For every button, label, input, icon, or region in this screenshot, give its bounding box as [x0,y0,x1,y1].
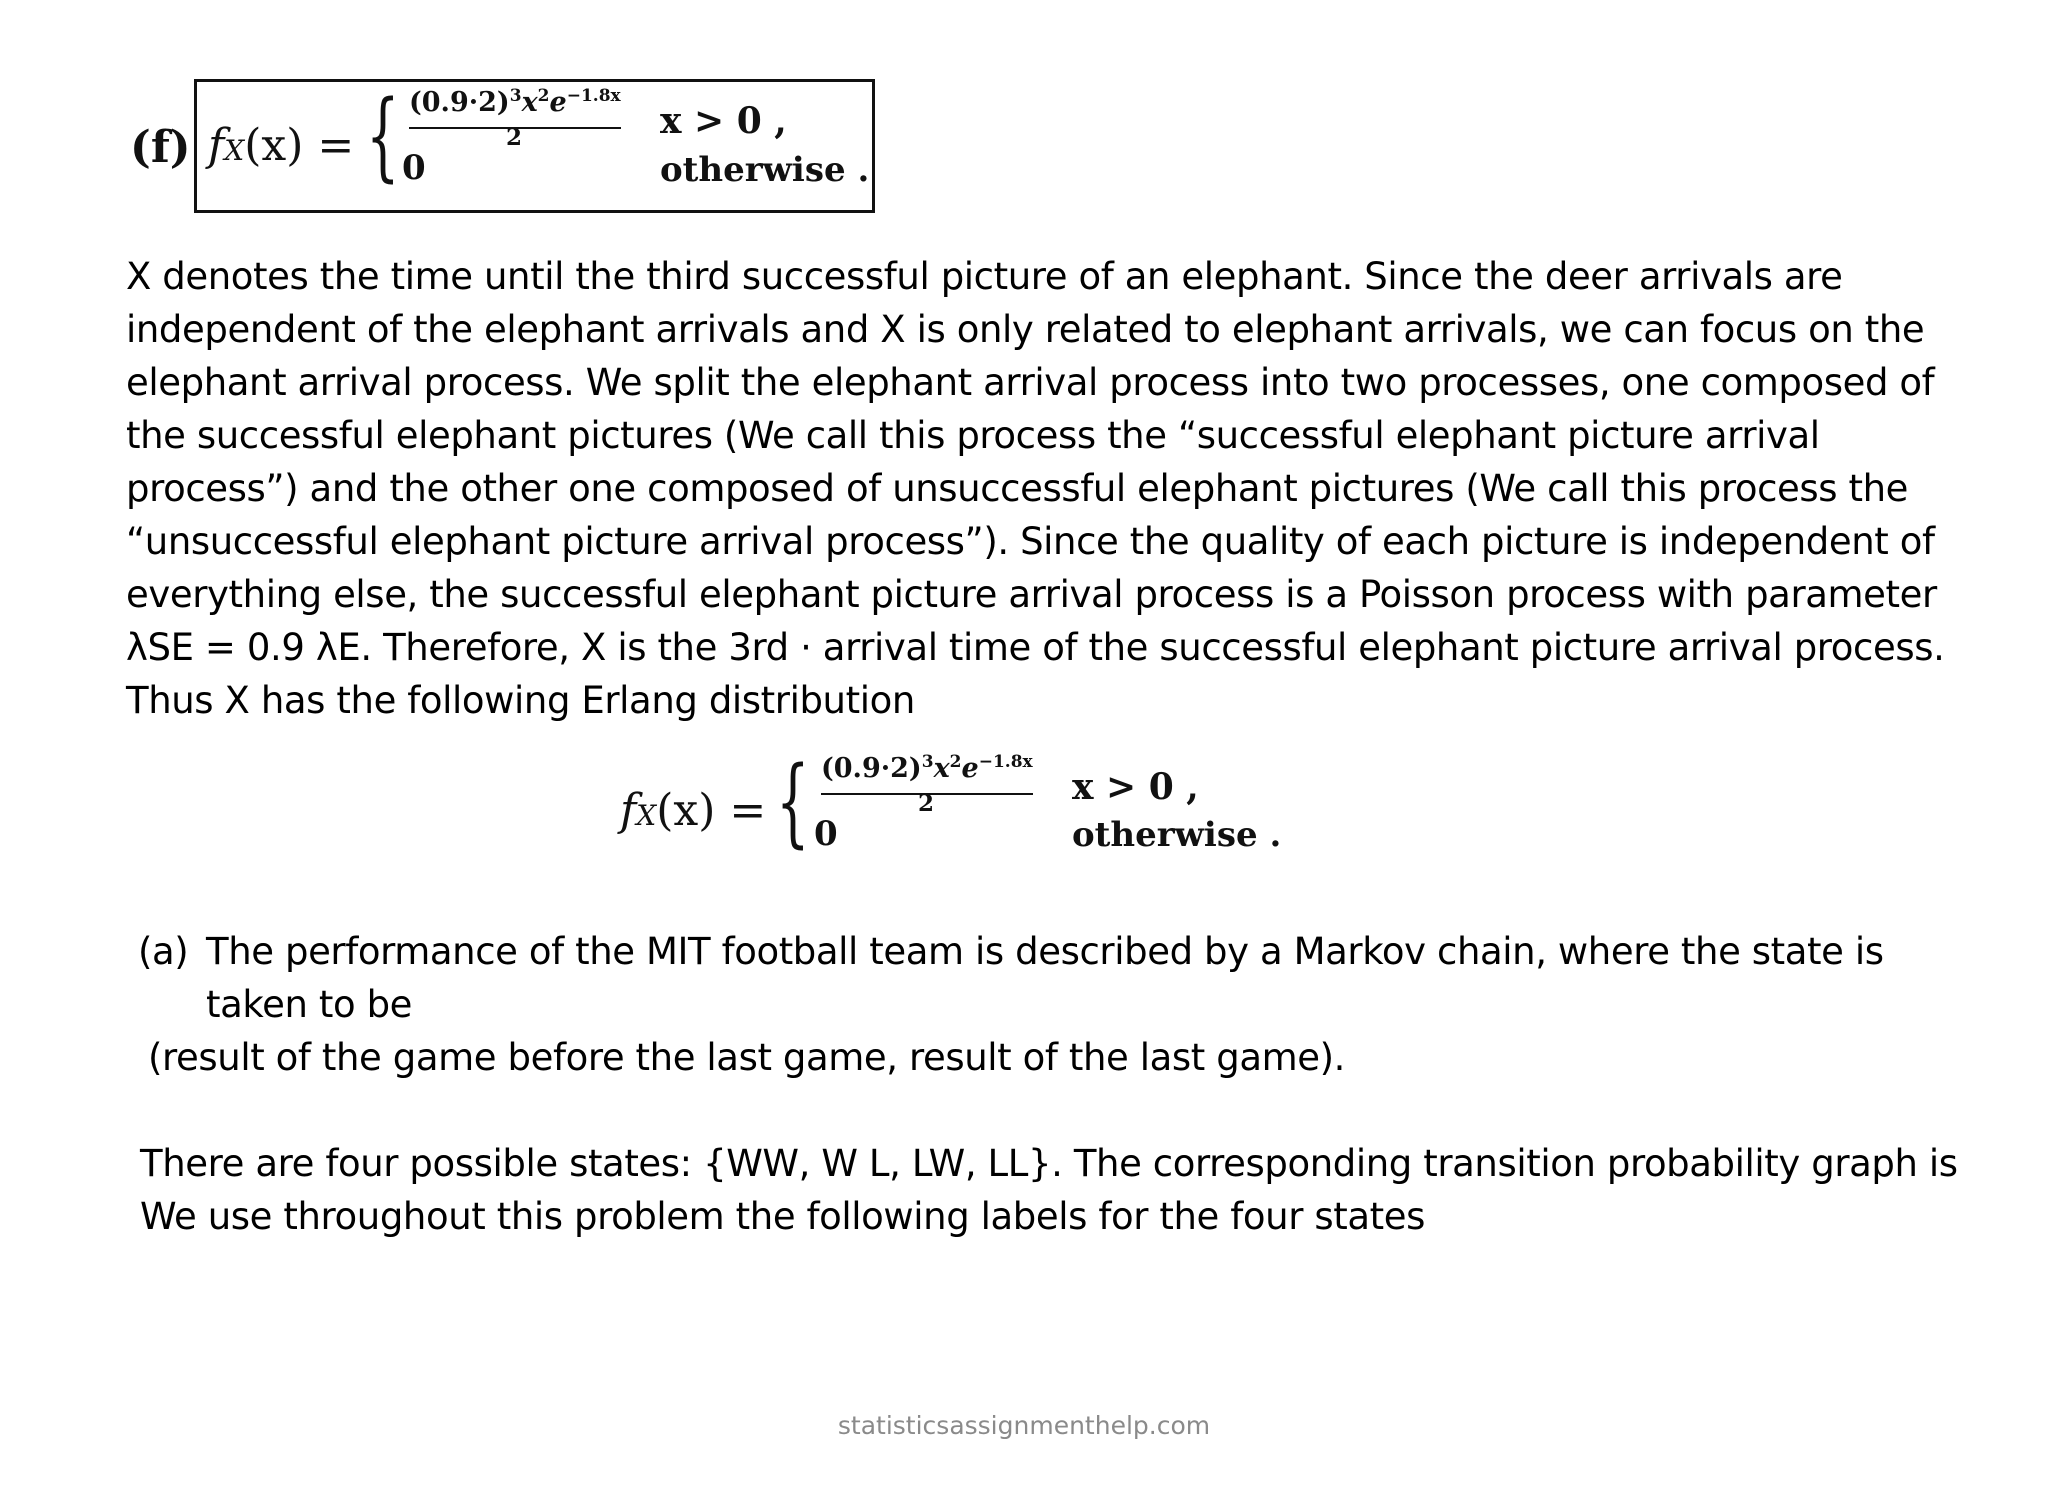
part-a-marker: (a) [138,930,189,973]
formula-f-lhs: fX(x) = [208,120,355,171]
formula-erlang-lhs: fX(x) = [620,785,767,836]
formula-f-zero: 0 [402,148,426,188]
formula-f-label: (f) [130,122,191,173]
paragraph-line: Thus X has the following Erlang distribution [126,679,915,722]
formula-erlang-condition-positive: x > 0 , [1072,766,1199,808]
part-a-line-1: The performance of the MIT football team is described by a Markov chain, where the state is [206,930,1884,973]
formula-erlang-numerator: $(0.9\cdot 2)^3x^2e^{-1.8x}$ [821,752,1033,784]
formula-f-denominator: 2 [506,124,523,151]
paragraph-line: elephant arrival process. We split the elephant arrival process into two processes, one composed of [126,361,1935,404]
formula-f-numerator: $(0.9\cdot 2)^3x^2e^{-1.8x}$ [409,86,621,118]
formula-erlang-denominator: 2 [918,790,935,817]
paragraph-line: independent of the elephant arrivals and X is only related to elephant arrivals, we can focus on the [126,308,1925,351]
paragraph-line: “unsuccessful elephant picture arrival process”). Since the quality of each picture is independent of [126,520,1935,563]
part-a-line-4: There are four possible states: {WW, W L, LW, LL}. The corresponding transition probability graph is [140,1142,1958,1185]
formula-erlang-brace: { [776,746,810,858]
formula-erlang-condition-otherwise: otherwise . [1072,815,1282,855]
formula-f-condition-positive: x > 0 , [660,100,787,142]
formula-f-condition-otherwise: otherwise . [660,150,870,190]
part-a-line-3: (result of the game before the last game, result of the last game). [148,1036,1346,1079]
formula-erlang-zero: 0 [814,814,838,854]
formula-f-brace: { [366,80,400,192]
paragraph-line: λSE = 0.9 λE. Therefore, X is the 3rd · arrival time of the successful elephant picture arrival process. [126,626,1945,669]
explanation-paragraph [126,250,1944,727]
paragraph-line: X denotes the time until the third successful picture of an elephant. Since the deer arrivals are [126,255,1843,298]
paragraph-line: everything else, the successful elephant picture arrival process is a Poisson process with parameter [126,573,1937,616]
footer-website: statisticsassignmenthelp.com [837,1411,1211,1440]
paragraph-line: the successful elephant pictures (We call this process the “successful elephant picture arrival [126,414,1820,457]
part-a-line-2: taken to be [206,983,413,1026]
paragraph-line: process”) and the other one composed of unsuccessful elephant pictures (We call this process the [126,467,1909,510]
part-a-line-5: We use throughout this problem the following labels for the four states [140,1195,1425,1238]
